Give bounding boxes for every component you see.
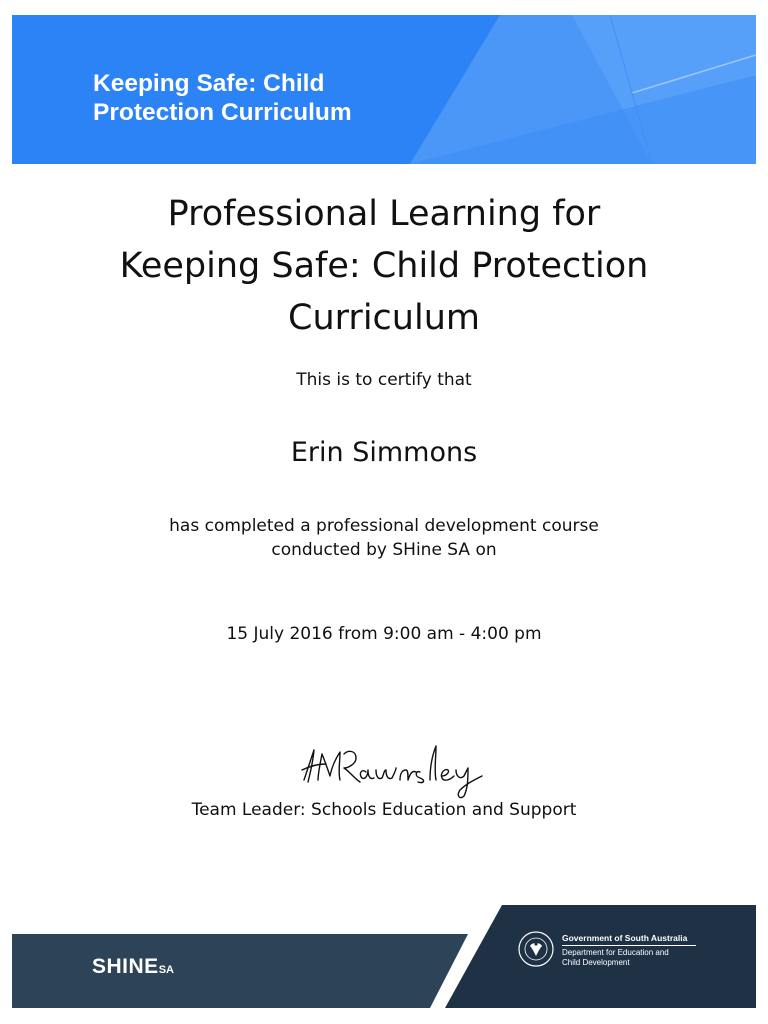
signature: [296, 740, 506, 802]
government-crest-icon: [517, 930, 555, 968]
certify-text: This is to certify that: [296, 370, 472, 390]
header-banner: [12, 15, 756, 164]
certificate-title: [0, 188, 768, 344]
recipient-name: Erin Simmons: [290, 437, 478, 468]
certificate-title-line3: Curriculum: [288, 298, 480, 338]
shine-sa-logo: [92, 955, 174, 979]
header-title-line1: Keeping Safe: Child: [93, 70, 325, 97]
certificate-title-line2: Keeping Safe: Child Protection: [119, 246, 649, 286]
signature-drawing: [296, 740, 506, 802]
header-title-line2: Protection Curriculum: [93, 99, 352, 126]
completion-line2: conducted by SHine SA on: [271, 540, 497, 560]
department-line1: Department for Education and: [562, 948, 669, 957]
course-date: 15 July 2016 from 9:00 am - 4:00 pm: [226, 624, 542, 644]
shine-logo-main: SHINE: [92, 955, 159, 978]
completion-text: [0, 514, 768, 562]
shine-logo-suffix: SA: [158, 964, 174, 976]
department-name: [562, 948, 669, 968]
department-line2: Child Development: [562, 958, 630, 967]
government-title: Government of South Australia: [562, 933, 696, 946]
header-title: [93, 69, 352, 127]
footer-banner: [12, 905, 756, 1008]
government-branding: [517, 930, 747, 970]
certificate-title-line1: Professional Learning for: [167, 194, 601, 234]
signer-title: Team Leader: Schools Education and Support: [191, 800, 577, 820]
completion-line1: has completed a professional development course: [169, 516, 599, 536]
